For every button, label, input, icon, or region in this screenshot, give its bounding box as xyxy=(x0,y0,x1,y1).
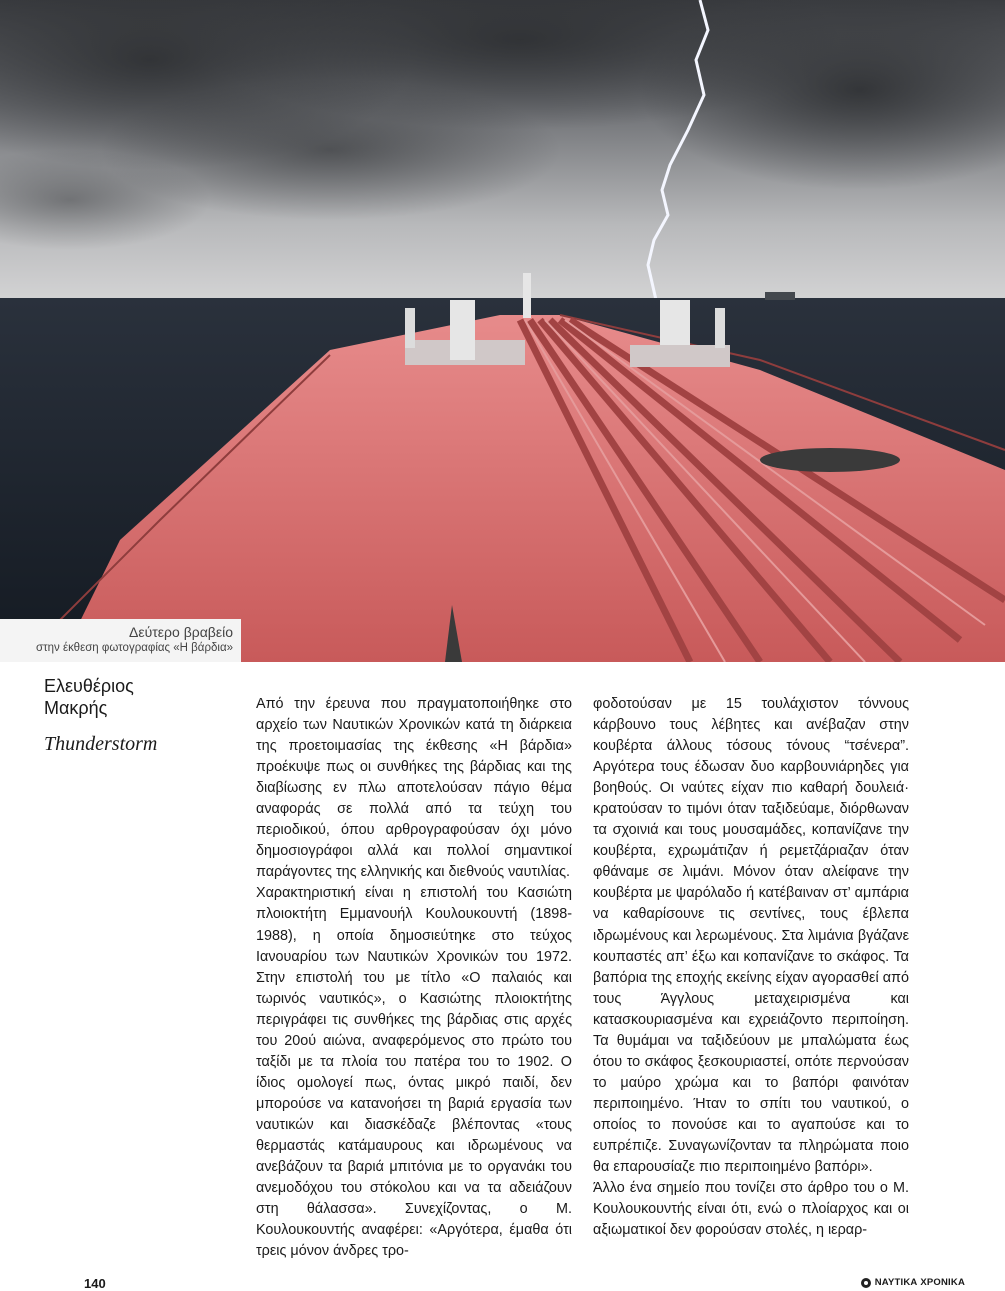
article-column-2 xyxy=(593,694,909,1241)
paragraph: Από την έρευνα που πραγματοποιήθηκε στο αρχείο των Ναυτικών Χρονικών κατά τη διάρκεια της προετοιμασίας της έκθεσης «Η βάρδια» προέκυψε πως οι συνθήκες της βάρδιας και της διαβίωσης εν πλω αποτελούσαν πάγιο θέμα αναφοράς σε πολλά από τα τεύχη του περιοδικού, όπου αρθρογραφούσαν όχι μόνο δημοσιογράφοι αλλά και πολλοί σημαντικοί παράγοντες της ελληνικής και διεθνούς ναυτιλίας. xyxy=(256,696,572,881)
page-number: 140 xyxy=(84,1276,106,1291)
magazine-logo-icon xyxy=(861,1278,871,1288)
paragraph: Άλλο ένα σημείο που τονίζει στο άρθρο του ο Μ. Κουλουκουντής είναι ότι, ενώ ο πλοίαρχος και οι αξιωματικοί δεν φορούσαν στολές, η ιεραρ- xyxy=(593,1180,909,1239)
award-line-1: Δεύτερο βραβείο xyxy=(129,624,233,640)
award-caption xyxy=(0,619,241,662)
author-first-name: Ελευθέριος xyxy=(44,676,134,696)
author-last-name: Μακρής xyxy=(44,698,108,718)
photo-title: Thunderstorm xyxy=(44,733,158,755)
article-column-1 xyxy=(256,694,572,1262)
paragraph: φοδοτούσαν με 15 τουλάχιστον τόννους κάρβουνο τους λέβητες και ανέβαζαν στην κουβέρτα άλλους τόσους τόνους “τσένερα”. Αργότερα τους έδωσαν δυο καρβουνιάρηδες για βοηθούς. Οι ναύτες είχαν πιο καθαρή δουλειά· κρατούσαν το τιμόνι όταν ταξιδεύαμε, διόρθωναν τα σχοινιά και τους μουσαμάδες, κοπανίζανε την κουβέρτα, εχρωμάτιζαν ή ρεμετζάριαζαν όταν φθάναμε σε λιμάνι. Μόνον όταν αλείφανε την κουβέρτα με ψαρόλαδο ή κατέβαιναν στ’ αμπάρια να καθαρίσουνε τις σεντίνες, τους έβλεπα ιδρωμένους και λερωμένους. Στα λιμάνια βγάζανε κουπαστές απ’ έξω και κοπανίζανε το σκάφος. Τα βαπόρια της εποχής εκείνης είχαν αγορασθεί από τους Άγγλους μεταχειρισμένα και κατασκουριασμένα και εχρειάζοντο περιποίηση. Τα θυμάμαι να ταξιδεύουν με μπαλώματα έως ότου το σκάφος ξεσκουριαστεί, οπότε περνούσαν το μαύρο χρώμα και το βαπόρι φαινόταν περιποιημένο. Ήταν το σπίτι του ναυτικού, ο οποίος το πονούσε και το αγαπούσε και το ευπρέπιζε. Συναγωνίζονταν τα πληρώματα ποιο θα επαρουσίαζε πιο περιποιημένο βαπόρι». xyxy=(593,696,909,1176)
paragraph: Χαρακτηριστική είναι η επιστολή του Κασιώτη πλοιοκτήτη Εμμανουήλ Κουλουκουντή (1898-1988), η οποία δημοσιεύτηκε στο τεύχος Ιανουαρίου των Ναυτικών Χρονικών του 1972. Στην επιστολή του με τίτλο «Ο παλαιός και τωρινός ναυτικός», ο Κασιώτης πλοιοκτήτης περιγράφει τις συνθήκες της βάρδιας στις αρχές του 20ού αιώνα, αναφερόμενος στο πρώτο του ταξίδι με τα πλοία του πατέρα του το 1902. Ο ίδιος ομολογεί πως, όντας μικρό παιδί, δεν μπορούσε να κατανοήσει τη βαριά εργασία των ναυτικών και διασκέδαζε βλέποντας «τους θερμαστάς κατάμαυρους και ιδρωμένους να ανεβάζουν τα βαριά μπιτόνια με το οργανάκι του ανεμοδόχου του στόκολου και να τα αδειάζουν στη θάλασσα». Συνεχίζοντας, ο Μ. Κουλουκουντής αναφέρει: «Αργότερα, έμαθα ότι τρεις μόνον άνδρες τρο- xyxy=(256,885,572,1260)
brand-name: ΝΑΥΤΙΚΑ ΧΡΟΝΙΚΑ xyxy=(874,1277,965,1288)
magazine-brand xyxy=(861,1277,965,1288)
photographer-name xyxy=(44,675,134,719)
award-line-2: στην έκθεση φωτογραφίας «Η βάρδια» xyxy=(35,642,233,654)
